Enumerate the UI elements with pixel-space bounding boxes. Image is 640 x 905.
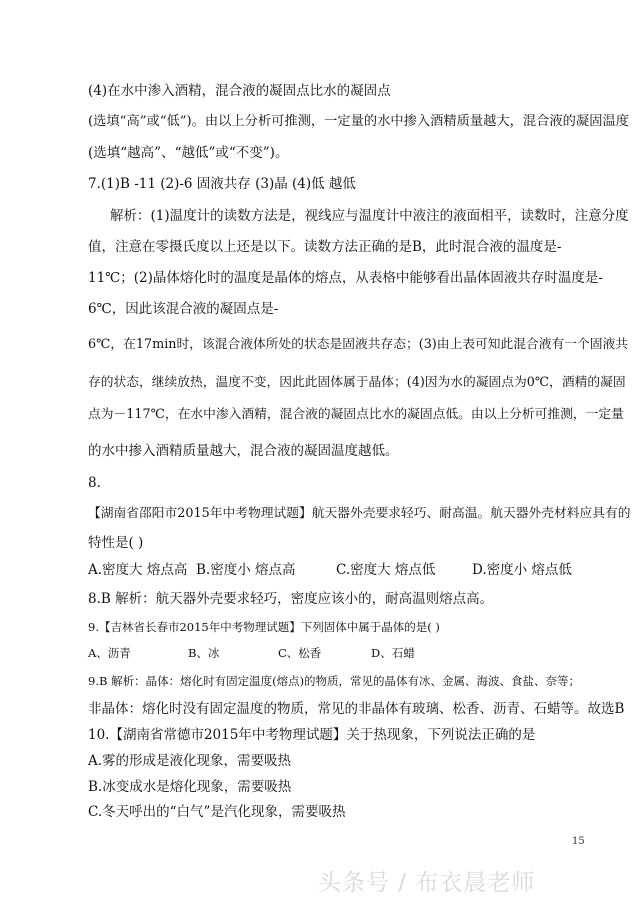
- explanation-line: 6℃，在17min时，该混合液体所处的状态是固液共存态；(3)由上表可知此混合液有一个固液共: [88, 337, 629, 352]
- explanation-line: 点为－117℃，在水中渗入酒精，混合液的凝固点比水的凝固点低。由以上分析可推测，一定量: [88, 407, 624, 422]
- option-b: B.密度小 熔点高: [196, 562, 296, 578]
- option-c: C、松香: [278, 646, 322, 660]
- explanation-line: 6℃，因此该混合液的凝固点是-: [88, 301, 279, 317]
- explanation-line: 的水中掺入酒精质量越大，混合液的凝固温度越低。: [88, 443, 399, 459]
- option-d: D、石蜡: [371, 646, 415, 660]
- explanation-line: 解析：(1)温度计的读数方法是，视线应与温度计中液注的液面相平，读数时，注意分度: [110, 208, 629, 224]
- question-number: 8.: [88, 475, 101, 491]
- q8-options: [88, 561, 608, 579]
- text-line: (4)在水中渗入酒精，混合液的凝固点比水的凝固点: [88, 83, 391, 99]
- option-a: A.密度大 熔点高: [88, 562, 188, 578]
- watermark: 头条号 / 布衣晨老师: [318, 870, 536, 896]
- explanation-line: 11℃；(2)晶体熔化时的温度是晶体的熔点，从表格中能够看出晶体固液共存时温度是-: [88, 270, 603, 286]
- question-text: 特性是( ): [88, 535, 144, 551]
- text-line: (选填“越高”、“越低”或“不变”)。: [88, 145, 289, 161]
- option-b: B.冰变成水是熔化现象，需要吸热: [88, 779, 292, 795]
- question-text: 10.【湖南省常德市2015年中考物理试题】关于热现象，下列说法正确的是: [88, 727, 536, 743]
- answer-line: 7.(1)B -11 (2)-6 固液共存 (3)晶 (4)低 越低: [88, 176, 356, 192]
- option-a: A、沥青: [88, 646, 131, 660]
- explanation-line: 存的状态，继续放热，温度不变，因此此固体属于晶体；(4)因为水的凝固点为0℃，酒精的凝固: [88, 375, 626, 390]
- option-c: C.冬天呼出的“白气”是汽化现象，需要吸热: [88, 804, 346, 820]
- q9-options: [88, 644, 428, 662]
- page-number: 15: [572, 836, 585, 847]
- option-b: B、冰: [188, 646, 220, 660]
- answer-line: 8.B 解析：航天器外壳要求轻巧，密度应该小的，耐高温则熔点高。: [88, 591, 494, 607]
- question-text: 9.【吉林省长春市2015年中考物理试题】下列固体中属于晶体的是( ): [88, 620, 440, 634]
- question-text: 【湖南省邵阳市2015年中考物理试题】航天器外壳要求轻巧、耐高温。航天器外壳材料应具有的: [88, 506, 631, 521]
- option-c: C.密度大 熔点低: [336, 562, 436, 578]
- explanation-line: 值，注意在零摄氏度以上还是以下。读数方法正确的是B，此时混合液的温度是-: [88, 239, 562, 255]
- answer-line: 9.B 解析：晶体：熔化时有固定温度(熔点)的物质，常见的晶体有冰、金属、海波、食盐、奈等；: [88, 674, 581, 688]
- option-a: A.雾的形成是液化现象，需要吸热: [88, 753, 292, 769]
- explanation-line: 非晶体：熔化时没有固定温度的物质，常见的非晶体有玻璃、松香、沥青、石蜡等。故选B: [88, 701, 625, 717]
- option-d: D.密度小 熔点低: [472, 562, 572, 578]
- text-line: (选填“高”或“低”)。由以上分析可推测，一定量的水中掺入酒精质量越大，混合液的凝固温度: [88, 114, 629, 129]
